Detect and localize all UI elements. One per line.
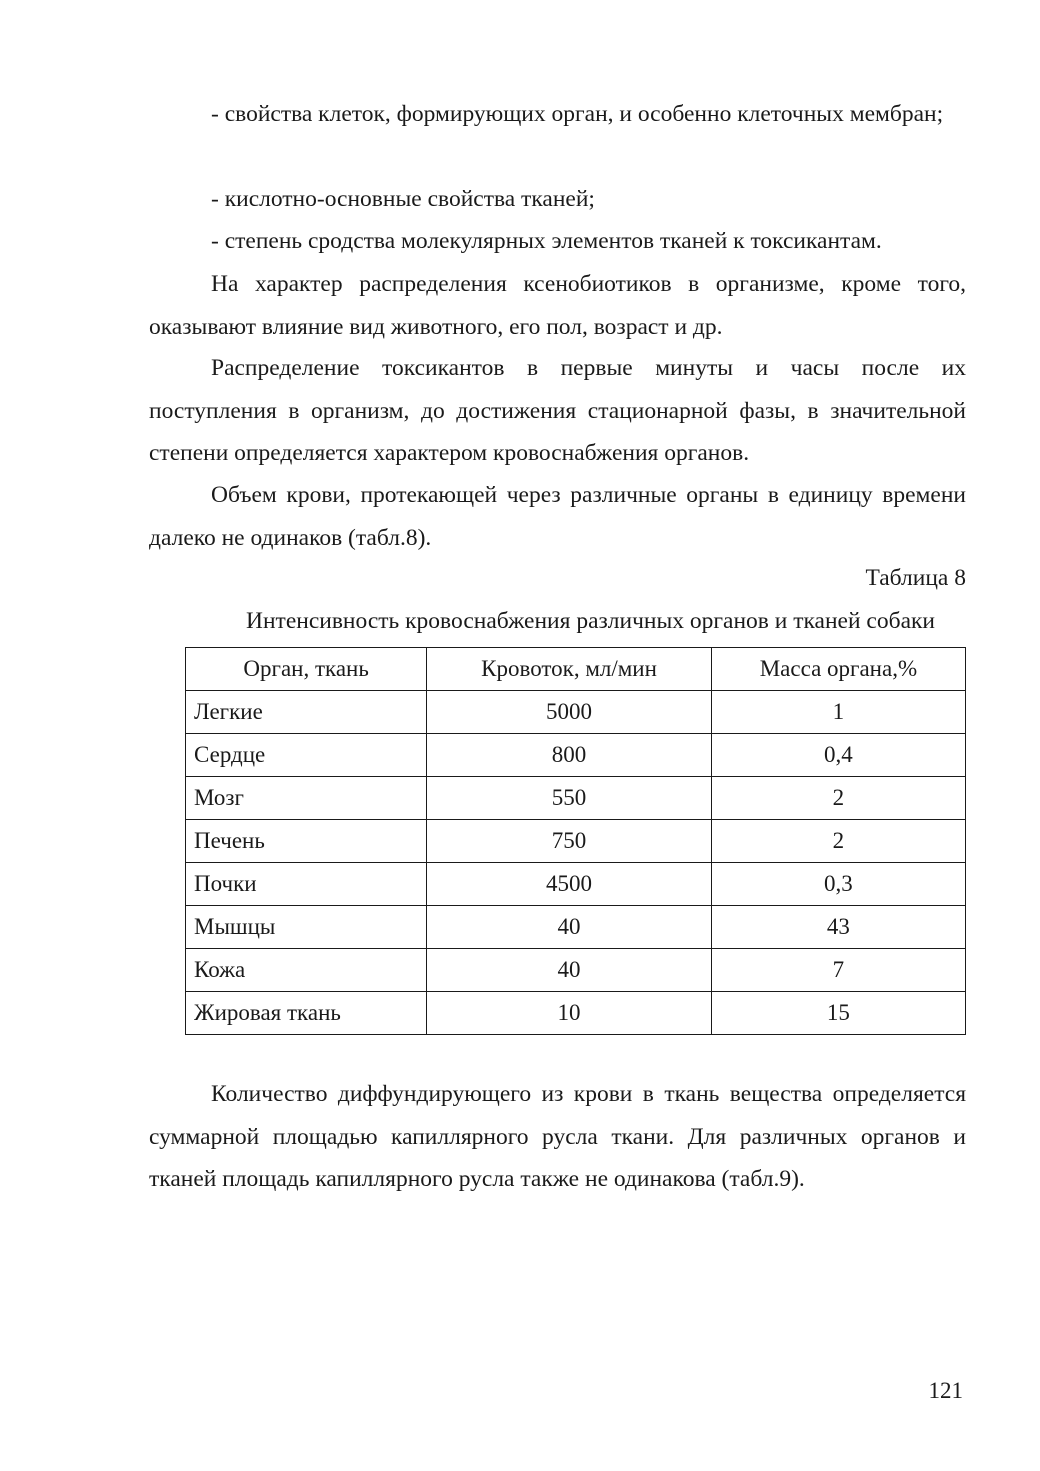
paragraph-cell-properties: - свойства клеток, формирующих орган, и особенно клеточных мембран; xyxy=(211,101,944,127)
cell-organ: Мозг xyxy=(186,777,427,820)
table-row xyxy=(186,863,966,906)
cell-blood-flow: 4500 xyxy=(427,863,712,906)
header-organ: Орган, ткань xyxy=(186,648,427,691)
header-organ-mass: Масса органа,% xyxy=(711,648,965,691)
paragraph-blood-supply: Распределение токсикантов в первые минуты и часы после их поступления в организм, до достижения стационарной фазы, в значительной степени определяется характером кровоснабжения органов. xyxy=(149,355,966,466)
cell-organ: Кожа xyxy=(186,949,427,992)
cell-blood-flow: 40 xyxy=(427,906,712,949)
cell-organ: Печень xyxy=(186,820,427,863)
cell-organ-mass: 43 xyxy=(711,906,965,949)
table-row xyxy=(186,734,966,777)
cell-blood-flow: 750 xyxy=(427,820,712,863)
paragraph-affinity: - степень сродства молекулярных элементов тканей к токсикантам. xyxy=(211,228,882,254)
cell-organ-mass: 15 xyxy=(711,992,965,1035)
cell-organ: Жировая ткань xyxy=(186,992,427,1035)
paragraph-acid-base: - кислотно-основные свойства тканей; xyxy=(211,186,595,212)
cell-blood-flow: 5000 xyxy=(427,691,712,734)
cell-organ-mass: 7 xyxy=(711,949,965,992)
cell-organ: Почки xyxy=(186,863,427,906)
table-row xyxy=(186,820,966,863)
cell-organ-mass: 0,3 xyxy=(711,863,965,906)
blood-supply-table xyxy=(185,647,966,1035)
cell-organ-mass: 2 xyxy=(711,820,965,863)
table-row xyxy=(186,992,966,1035)
table-row xyxy=(186,906,966,949)
table-header-row xyxy=(186,648,966,691)
header-blood-flow: Кровоток, мл/мин xyxy=(427,648,712,691)
cell-organ-mass: 2 xyxy=(711,777,965,820)
table-row xyxy=(186,777,966,820)
table-row xyxy=(186,949,966,992)
table-caption: Интенсивность кровоснабжения различных органов и тканей собаки xyxy=(246,608,935,634)
table-row xyxy=(186,691,966,734)
cell-organ-mass: 1 xyxy=(711,691,965,734)
paragraph-diffusion: Количество диффундирующего из крови в ткань вещества определяется суммарной площадью капиллярного русла ткани. Для различных органов и тканей площадь капиллярного русла также не одинакова (табл.9). xyxy=(149,1081,966,1192)
cell-blood-flow: 10 xyxy=(427,992,712,1035)
cell-organ: Мышцы xyxy=(186,906,427,949)
cell-blood-flow: 800 xyxy=(427,734,712,777)
table-label: Таблица 8 xyxy=(865,565,966,591)
cell-organ: Легкие xyxy=(186,691,427,734)
cell-blood-flow: 40 xyxy=(427,949,712,992)
cell-organ-mass: 0,4 xyxy=(711,734,965,777)
page-number: 121 xyxy=(928,1378,963,1403)
paragraph-blood-volume: Объем крови, протекающей через различные органы в единицу времени далеко не одинаков (табл.8). xyxy=(149,482,966,551)
cell-blood-flow: 550 xyxy=(427,777,712,820)
cell-organ: Сердце xyxy=(186,734,427,777)
paragraph-distribution-factors: На характер распределения ксенобиотиков в организме, кроме того, оказывают влияние вид животного, его пол, возраст и др. xyxy=(149,271,966,340)
